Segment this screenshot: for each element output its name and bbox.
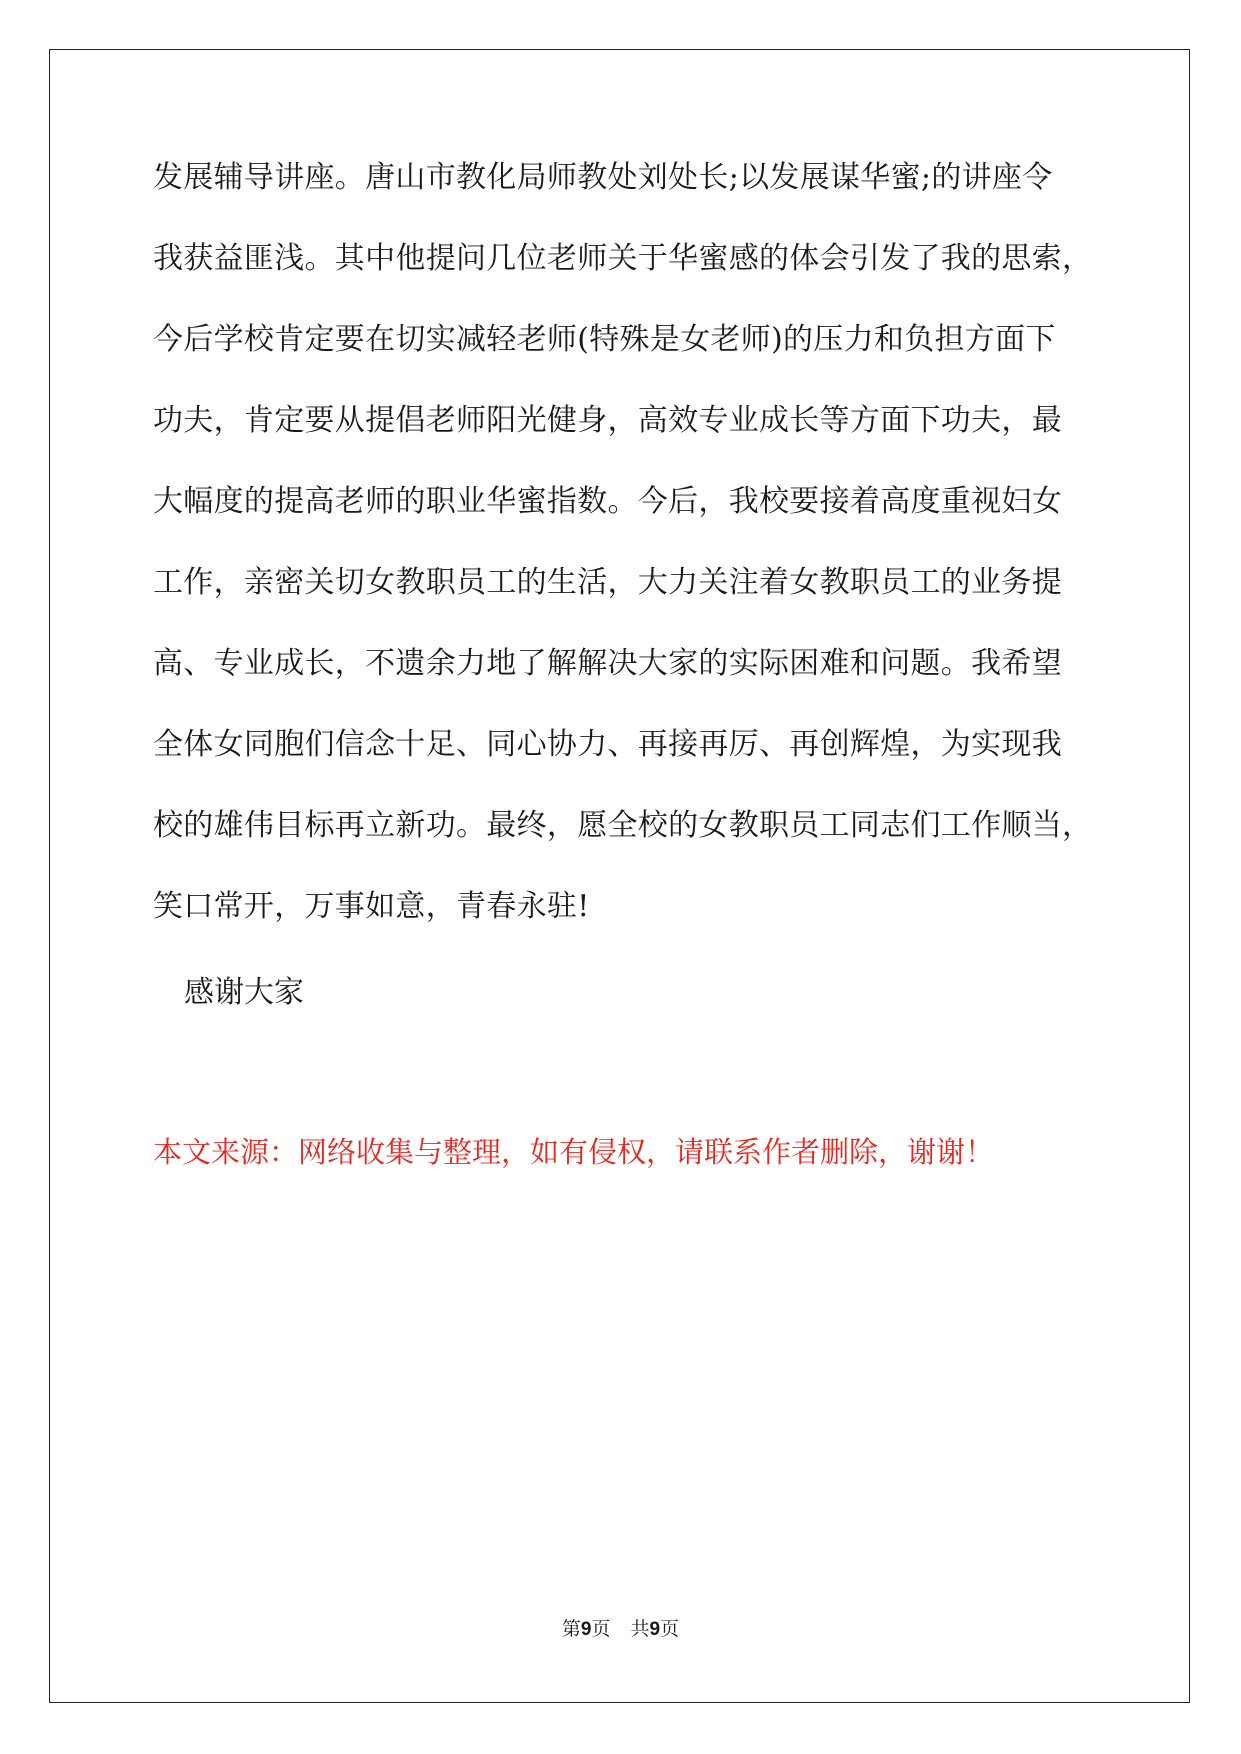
paragraph-line: 发展辅导讲座。唐山市教化局师教处刘处长;以发展谋华蜜;的讲座令 — [153, 160, 1053, 195]
paragraph-line: 我获益匪浅。其中他提问几位老师关于华蜜感的体会引发了我的思索， — [153, 241, 1093, 276]
footer-page-word: 页 — [591, 1618, 611, 1640]
paragraph-line: 大幅度的提高老师的职业华蜜指数。今后，我校要接着高度重视妇女 — [153, 484, 1062, 519]
total-pages-number: 9 — [649, 1619, 661, 1640]
paragraph-line: 笑口常开，万事如意，青春永驻! — [153, 889, 590, 924]
paragraph-line: 功夫，肯定要从提倡老师阳光健身，高效专业成长等方面下功夫，最 — [153, 403, 1062, 438]
page-number-footer — [0, 1619, 1241, 1640]
paragraph-line: 校的雄伟目标再立新功。最终，愿全校的女教职员工同志们工作顺当， — [153, 808, 1093, 843]
closing-remark: 感谢大家 — [184, 975, 304, 1010]
source-disclaimer: 本文来源：网络收集与整理，如有侵权，请联系作者删除，谢谢！ — [153, 1135, 995, 1169]
current-page-number: 9 — [580, 1619, 592, 1640]
footer-prefix: 第 — [561, 1618, 581, 1640]
paragraph-line: 今后学校肯定要在切实减轻老师(特殊是女老师)的压力和负担方面下 — [153, 322, 1056, 357]
footer-total-suffix: 页 — [660, 1618, 680, 1640]
paragraph-line: 高、专业成长，不遗余力地了解解决大家的实际困难和问题。我希望 — [153, 646, 1062, 681]
body-paragraph — [153, 160, 1103, 973]
paragraph-line: 全体女同胞们信念十足、同心协力、再接再厉、再创辉煌，为实现我 — [153, 727, 1062, 762]
paragraph-line: 工作，亲密关切女教职员工的生活，大力关注着女教职员工的业务提 — [153, 565, 1062, 600]
footer-total-prefix: 共 — [630, 1618, 650, 1640]
